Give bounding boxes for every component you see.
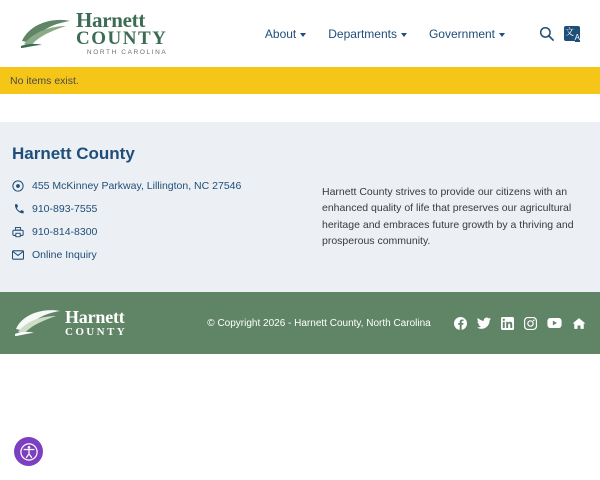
facebook-icon[interactable] (454, 317, 467, 330)
footer-wordmark (65, 308, 127, 338)
logo-tagline: NORTH CAROLINA (86, 49, 168, 57)
online-inquiry-link[interactable]: Online Inquiry (32, 249, 97, 261)
contact-address (12, 180, 302, 192)
main-navigation (265, 26, 580, 41)
nav-item-about[interactable] (265, 27, 306, 41)
logo-wordmark (76, 10, 167, 57)
translate-icon[interactable] (564, 26, 580, 41)
nav-item-departments-label: Departments (328, 26, 397, 41)
logo-title: Harnett (76, 8, 146, 33)
contact-phone-link[interactable]: 910-893-7555 (32, 203, 98, 215)
fax-icon (12, 226, 24, 238)
alert-message: No items exist. (10, 74, 79, 87)
social-links (454, 317, 586, 330)
location-pin-icon (12, 180, 24, 192)
home-icon[interactable] (572, 317, 586, 330)
accessibility-widget-button[interactable] (14, 437, 43, 466)
footer-logo-subtitle: COUNTY (65, 326, 128, 338)
footer-logo-title: Harnett (65, 307, 125, 327)
nav-item-about-label: About (264, 26, 297, 41)
copyright-text: © Copyright 2026 - Harnett County, North Carolina (207, 317, 431, 329)
alert-bar (0, 67, 600, 94)
contact-fax (12, 226, 302, 238)
site-footer (0, 292, 600, 354)
site-logo[interactable] (20, 10, 180, 58)
nav-item-government-label: Government (428, 26, 495, 41)
envelope-icon (12, 249, 24, 261)
content-spacer (0, 94, 600, 122)
search-icon[interactable] (539, 26, 554, 41)
contact-address-text: 455 McKinney Parkway, Lillington, NC 27546 (32, 180, 242, 192)
contact-fax-link[interactable]: 910-814-8300 (32, 226, 98, 238)
chevron-down-icon (499, 33, 505, 37)
header-icon-group (539, 26, 580, 41)
chevron-down-icon (300, 33, 306, 37)
info-columns (12, 180, 588, 272)
info-section (0, 122, 600, 292)
footer-logo[interactable] (14, 308, 154, 338)
linkedin-icon[interactable] (501, 317, 514, 330)
contact-list (12, 180, 302, 272)
logo-subtitle: COUNTY (76, 28, 168, 50)
contact-inquiry (12, 249, 302, 261)
nav-item-departments[interactable] (328, 27, 407, 41)
twitter-icon[interactable] (477, 317, 491, 330)
info-description: Harnett County strives to provide our citizens with an enhanced quality of life that preserves our agricultural heritage and embraces future growth by a thriving and prosperous community. (322, 186, 574, 247)
youtube-icon[interactable] (547, 317, 562, 329)
phone-icon (12, 203, 24, 215)
nav-item-government[interactable] (429, 27, 505, 41)
contact-phone (12, 203, 302, 215)
chevron-down-icon (401, 33, 407, 37)
site-header (0, 0, 600, 67)
hawk-logo-icon (20, 17, 72, 51)
info-title: Harnett County (12, 144, 135, 163)
hawk-logo-icon (14, 308, 62, 338)
accessibility-icon (20, 443, 38, 461)
instagram-icon[interactable] (524, 317, 537, 330)
